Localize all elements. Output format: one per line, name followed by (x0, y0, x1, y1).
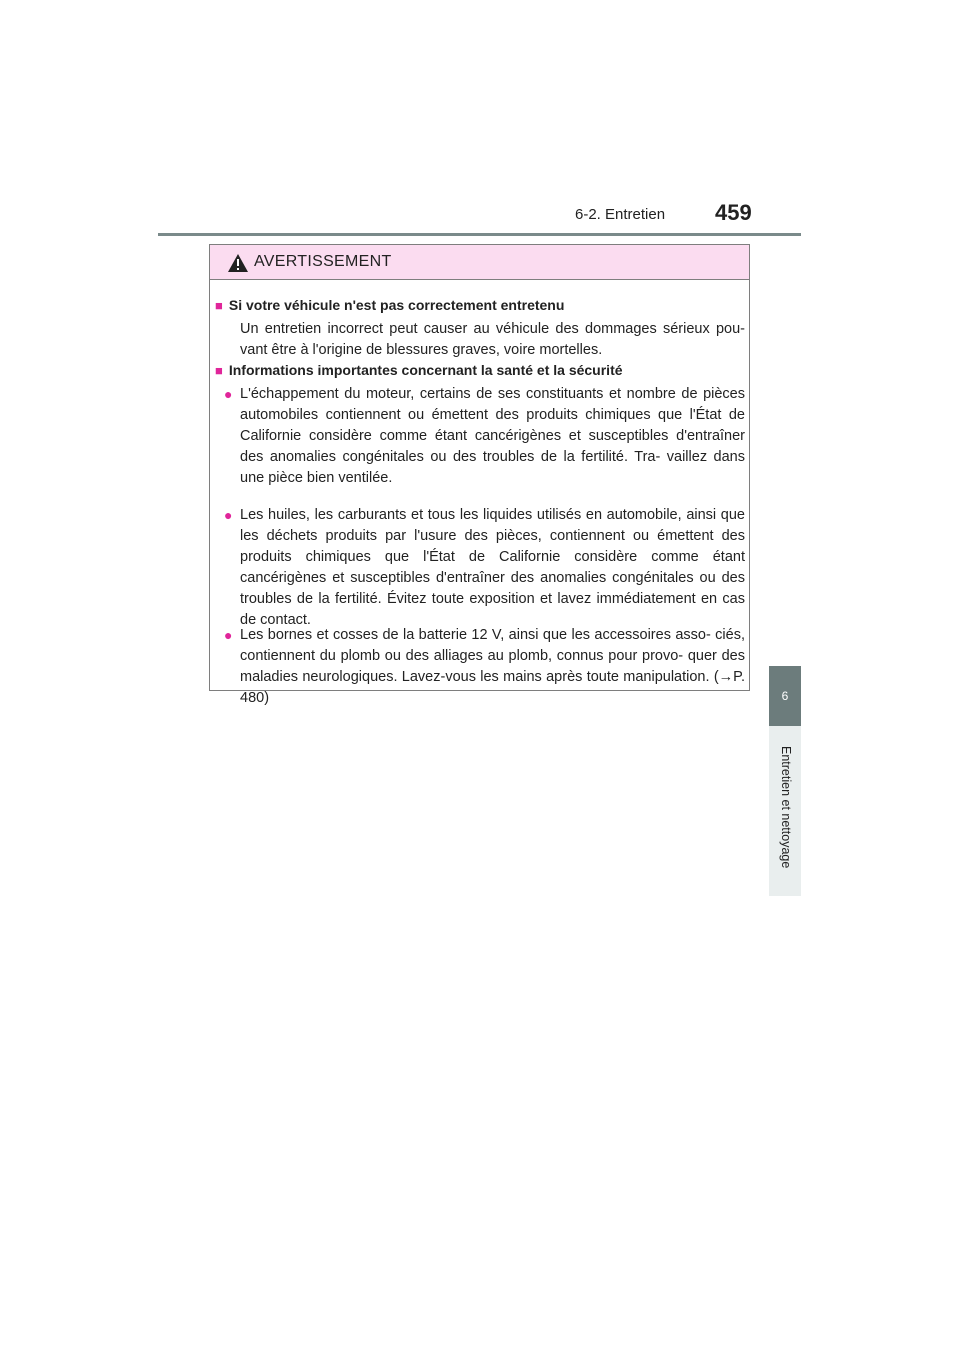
warning-triangle-icon (227, 253, 249, 273)
chapter-side-tab[interactable] (769, 666, 801, 896)
warning-header (210, 245, 749, 280)
bullet-item: L'échappement du moteur, certains de ses constituants et nombre de pièces automobiles contiennent ou émettent des produits chimiques que l'État de Californie considère comme étant cancérigènes et susceptibles d'entraîner des anomalies congénitales ou des troubles de la fertilité. Tra- vaillez dans une pièce bien ventilée. (240, 386, 745, 486)
header-rule (158, 233, 801, 236)
bullet-item: Les huiles, les carburants et tous les liquides utilisés en automobile, ainsi que les déchets produits par l'usure des pièces, contiennent ou émettent des produits chimiques que l'État de Californie considère comme étant cancérigènes et susceptibles d'entraîner des anomalies congénitales ou des troubles de la fertilité. Évitez toute exposition et lavez immédiatement en cas de contact. (240, 507, 745, 628)
section-heading-text: Si votre véhicule n'est pas correctement entretenu (228, 297, 565, 313)
round-bullet-icon: ● (224, 386, 233, 402)
chapter-number: 6 (769, 666, 801, 726)
bullet-item: Les bornes et cosses de la batterie 12 V, ainsi que les accessoires asso- ciés, contiennent du plomb ou des alliages au plomb, connus pour provo- quer des maladies neurologiques. Lavez-vous les mains après toute manipulation. (→P. 480) (240, 627, 745, 706)
section-heading (215, 297, 564, 313)
round-bullet-icon: ● (224, 627, 233, 643)
page-header (0, 0, 960, 240)
section-heading-text: Informations importantes concernant la santé et la sécurité (228, 362, 623, 378)
square-bullet-icon: ■ (215, 363, 223, 378)
square-bullet-icon: ■ (215, 298, 223, 313)
warning-box (209, 244, 750, 706)
section-heading (215, 362, 623, 378)
page-number: 459 (715, 200, 752, 225)
chapter-title: Entretien et nettoyage (779, 746, 793, 869)
round-bullet-icon: ● (224, 507, 233, 523)
section-label: 6-2. Entretien (575, 206, 666, 223)
warning-title: AVERTISSEMENT (254, 253, 392, 270)
section-paragraph: Un entretien incorrect peut causer au véhicule des dommages sérieux pou- vant être à l'origine de blessures graves, voire mortelles. (240, 321, 745, 358)
